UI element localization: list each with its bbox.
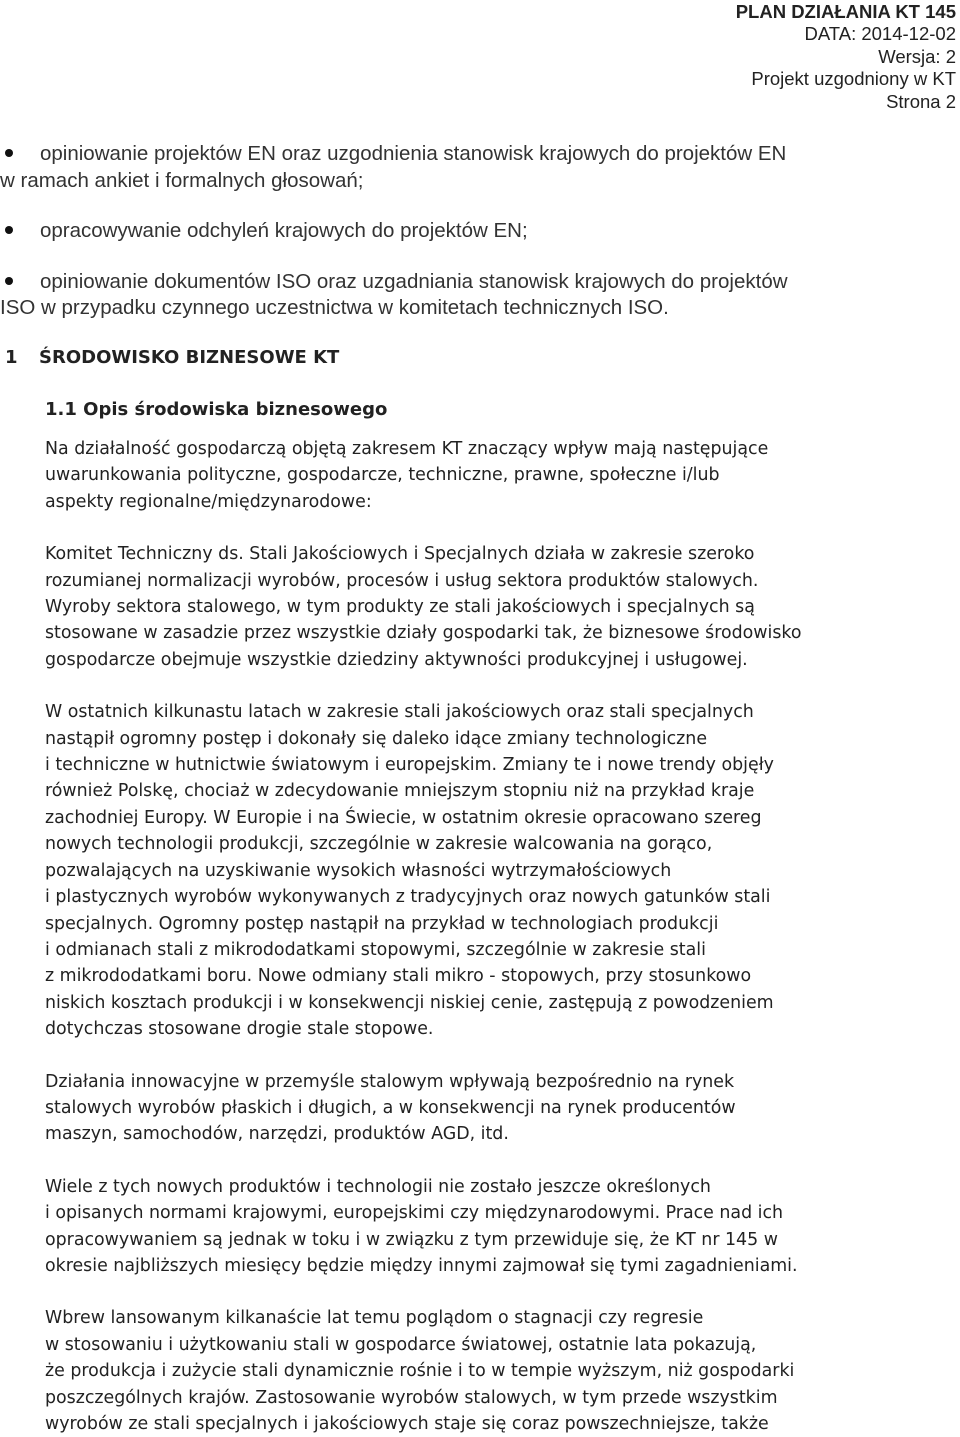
section-heading: [5, 346, 339, 370]
paragraph: Wiele z tych nowych produktów i technologii nie zostało jeszcze określonych i opisanych normami krajowymi, europejskimi czy międzynarodowymi. Prace nad ich opracowywaniem są jednak w toku i w związku z tym przewiduje się, że KT nr 145 w okresie najbliższych miesięcy będzie między innymi zajmował się tymi zagadnieniami.: [45, 1176, 798, 1276]
document-version: Wersja: 2: [878, 45, 956, 67]
document-status: Projekt uzgodniony w KT: [751, 68, 956, 90]
paragraph: W ostatnich kilkunastu latach w zakresie stali jakościowych oraz stali specjalnych nastąpił ogromny postęp i dokonały się daleko idące zmiany technologiczne i techniczne w hutnictwie światowym i europejskim. Zmiany te i nowe trendy objęły również Polskę, chociaż w zdecydowanie mniejszym stopniu niż na przykład kraje zachodniej Europy. W Europie i na Świecie, w ostatnim okresie opracowano szereg nowych technologii produkcji, szczególnie w zakresie walcowania na gorąco, pozwalających na uzyskiwanie wysokich własności wytrzymałościowych i plastycznych wyrobów wykonywanych z tradycyjnych oraz nowych gatunków stali specjalnych. Ogromny postęp nastąpił na przykład w technologiach produkcji i odmianach stali z mikrododatkami stopowymi, szczególnie w zakresie stali z mikrododatkami boru. Nowe odmiany stali mikro - stopowych, przy stosunkowo niskich kosztach produkcji i w konsekwencji niskiej cenie, zastępują z powodzeniem dotychczas stosowane drogie stale stopowe.: [45, 702, 774, 1040]
plan-title: PLAN DZIAŁANIA KT 145: [735, 1, 956, 22]
section-title: ŚRODOWISKO BIZNESOWE KT: [39, 347, 340, 368]
bullet-dot-icon: [5, 277, 13, 285]
document-header: [736, 1, 956, 113]
section-number: 1: [5, 347, 18, 368]
bullet-text: opiniowanie projektów EN oraz uzgodnienia stanowisk krajowych do projektów EN w ramach ankiet i formalnych głosowań;: [0, 142, 787, 192]
paragraph: Komitet Techniczny ds. Stali Jakościowych i Specjalnych działa w zakresie szeroko rozumianej normalizacji wyrobów, procesów i usług sektora produktów stalowych. Wyroby sektora stalowego, w tym produkty ze stali jakościowych i specjalnych są stosowane w zasadzie przez wszystkie działy gospodarki tak, że biznesowe środowisko gospodarcze obejmuje wszystkie dziedziny aktywności produkcyjnej i usługowej.: [45, 544, 802, 670]
page-number: Strona 2: [886, 90, 956, 112]
paragraph: Wbrew lansowanym kilkanaście lat temu poglądom o stagnacji czy regresie w stosowaniu i użytkowaniu stali w gospodarce światowej, ostatnie lata pokazują, że produkcja i zużycie stali dynamicznie rośnie i to w tempie wyższym, niż gospodarki poszczególnych krajów. Zastosowanie wyrobów stalowych, w tym przede wszystkim wyrobów ze stali specjalnych i jakościowych staje się coraz powszechniejsze, także: [45, 1308, 795, 1434]
paragraph: Działania innowacyjne w przemyśle stalowym wpływają bezpośrednio na rynek stalowych wyrobów płaskich i długich, a w konsekwencji na rynek producentów maszyn, samochodów, narzędzi, produktów AGD, itd.: [45, 1071, 736, 1145]
bullet-dot-icon: [5, 149, 13, 157]
document-date: DATA: 2014-12-02: [804, 23, 956, 45]
paragraph: Na działalność gospodarczą objętą zakresem KT znaczący wpływ mają następujące uwarunkowania polityczne, gospodarcze, techniczne, prawne, społeczne i/lub aspekty regionalne/międzynarodowe:: [45, 439, 769, 512]
subsection-heading: 1.1 Opis środowiska biznesowego: [45, 399, 388, 420]
bullet-text: opracowywanie odchyleń krajowych do projektów EN;: [40, 219, 528, 242]
bullet-dot-icon: [5, 226, 13, 234]
bullet-item: [0, 141, 956, 194]
bullet-list: [0, 141, 956, 346]
bullet-text: opiniowanie dokumentów ISO oraz uzgadniania stanowisk krajowych do projektów ISO w przypadku czynnego uczestnictwa w komitetach technicznych ISO.: [0, 269, 788, 319]
bullet-item: [0, 269, 956, 322]
bullet-item: [0, 218, 956, 245]
section-body: [45, 436, 957, 1437]
